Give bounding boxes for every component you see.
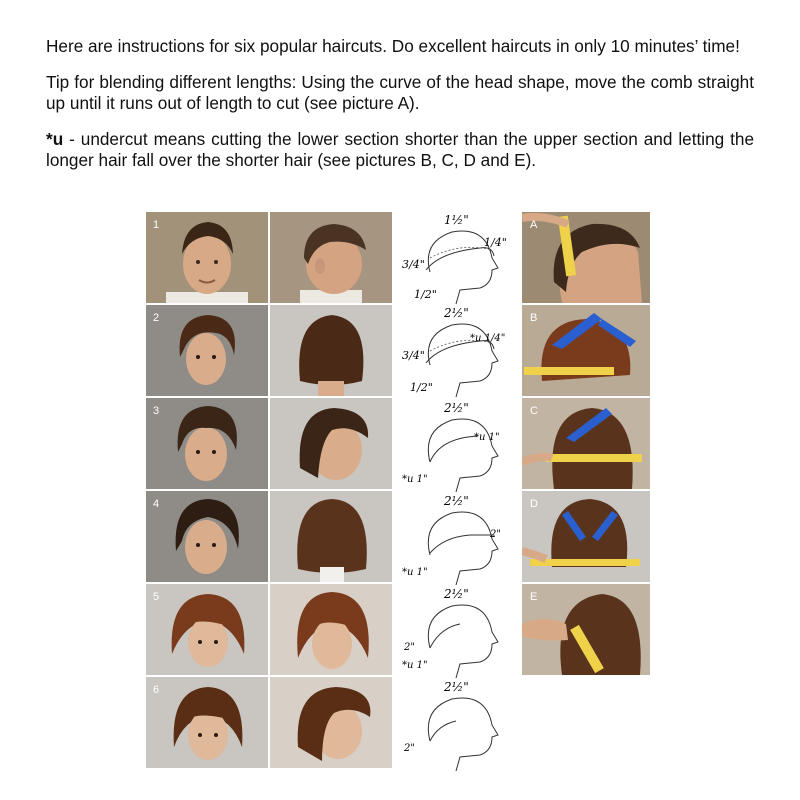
haircut-3-side-photo xyxy=(270,398,392,489)
haircut-6-front-photo xyxy=(146,677,268,768)
mannequin-front-icon xyxy=(146,398,268,489)
side-length: *u 1" xyxy=(474,432,500,443)
top-length: 2½" xyxy=(444,401,469,415)
mannequin-front-icon xyxy=(270,584,392,675)
comb-blending-icon xyxy=(522,212,650,303)
head-diagram-icon xyxy=(400,584,512,678)
mannequin-front-icon xyxy=(146,305,268,396)
row-number: 3 xyxy=(153,405,160,417)
blending-tip: Tip for blending different lengths: Using the curve of the head shape, move the comb straight up until it runs out of length to cut (see picture A). xyxy=(46,72,754,113)
top-length: 2½" xyxy=(444,587,469,601)
side-length: *u 1/4" xyxy=(470,333,506,344)
row-number: 1 xyxy=(153,219,160,231)
left-length: 3/4" xyxy=(402,258,425,271)
haircut-5-front-photo xyxy=(146,584,268,675)
demo-label: C xyxy=(530,405,538,417)
head-diagram-icon xyxy=(400,212,512,306)
haircut-1-side-photo xyxy=(270,212,392,303)
haircut-3-diagram xyxy=(400,398,512,492)
undercut-term: *u xyxy=(46,129,64,149)
head-diagram-icon xyxy=(400,305,512,399)
bottom-length: 1/2" xyxy=(410,381,433,394)
demo-photo-e xyxy=(522,584,650,675)
back-sectioning-icon xyxy=(522,491,650,582)
haircut-2-front-photo xyxy=(146,305,268,396)
row-number: 2 xyxy=(153,312,160,324)
row-number: 5 xyxy=(153,591,160,603)
haircut-2-diagram xyxy=(400,305,512,399)
demo-photo-c xyxy=(522,398,650,489)
haircut-5-diagram xyxy=(400,584,512,678)
top-length: 1½" xyxy=(444,213,469,227)
side-length: 2" xyxy=(490,529,501,540)
undercut-comb-icon xyxy=(522,398,650,489)
haircut-6-side-photo xyxy=(270,677,392,768)
intro-text xyxy=(46,36,754,186)
demo-label: D xyxy=(530,498,538,510)
demo-label: B xyxy=(530,312,538,324)
demo-photo-d xyxy=(522,491,650,582)
mannequin-back-icon xyxy=(270,491,392,582)
undercut-explanation: - undercut means cutting the lower section shorter than the upper section and letting the longer hair fall over the shorter hair (see pictures B, C, D and E). xyxy=(46,129,754,170)
haircut-5-front-photo-alt xyxy=(270,584,392,675)
mannequin-back-icon xyxy=(270,305,392,396)
side-length: 1/4" xyxy=(484,236,507,249)
left-length: 2" xyxy=(404,743,415,754)
left-length: 3/4" xyxy=(402,349,425,362)
row-number: 4 xyxy=(153,498,160,510)
mannequin-profile-icon xyxy=(270,677,392,768)
haircut-3-front-photo xyxy=(146,398,268,489)
head-diagram-icon xyxy=(400,491,512,585)
haircut-1-diagram xyxy=(400,212,512,306)
demo-label: E xyxy=(530,591,538,603)
top-length: 2½" xyxy=(444,680,469,694)
man-profile-icon xyxy=(270,212,392,303)
haircut-4-back-photo xyxy=(270,491,392,582)
haircut-4-diagram xyxy=(400,491,512,585)
mannequin-front-icon xyxy=(146,584,268,675)
demo-photo-a xyxy=(522,212,650,303)
mannequin-front-icon xyxy=(146,677,268,768)
undercut-definition xyxy=(46,129,754,171)
comb-cutting-icon xyxy=(522,584,650,675)
mannequin-profile-icon xyxy=(270,398,392,489)
left-length: 2" xyxy=(404,642,415,653)
bottom-length: *u 1" xyxy=(402,660,428,671)
haircut-1-front-photo xyxy=(146,212,268,303)
head-diagram-icon xyxy=(400,677,512,771)
intro-line: Here are instructions for six popular haircuts. Do excellent haircuts in only 10 minutes’ time! xyxy=(46,36,740,56)
bottom-length: *u 1" xyxy=(402,567,428,578)
bottom-length: *u 1" xyxy=(402,474,428,485)
man-front-icon xyxy=(146,212,268,303)
mannequin-front-icon xyxy=(146,491,268,582)
clip-sectioning-icon xyxy=(522,305,650,396)
top-length: 2½" xyxy=(444,306,469,320)
demo-photo-b xyxy=(522,305,650,396)
haircut-2-back-photo xyxy=(270,305,392,396)
row-number: 6 xyxy=(153,684,160,696)
demo-label: A xyxy=(530,219,538,231)
haircut-6-diagram xyxy=(400,677,512,771)
head-diagram-icon xyxy=(400,398,512,492)
haircut-4-front-photo xyxy=(146,491,268,582)
bottom-length: 1/2" xyxy=(414,288,437,301)
top-length: 2½" xyxy=(444,494,469,508)
